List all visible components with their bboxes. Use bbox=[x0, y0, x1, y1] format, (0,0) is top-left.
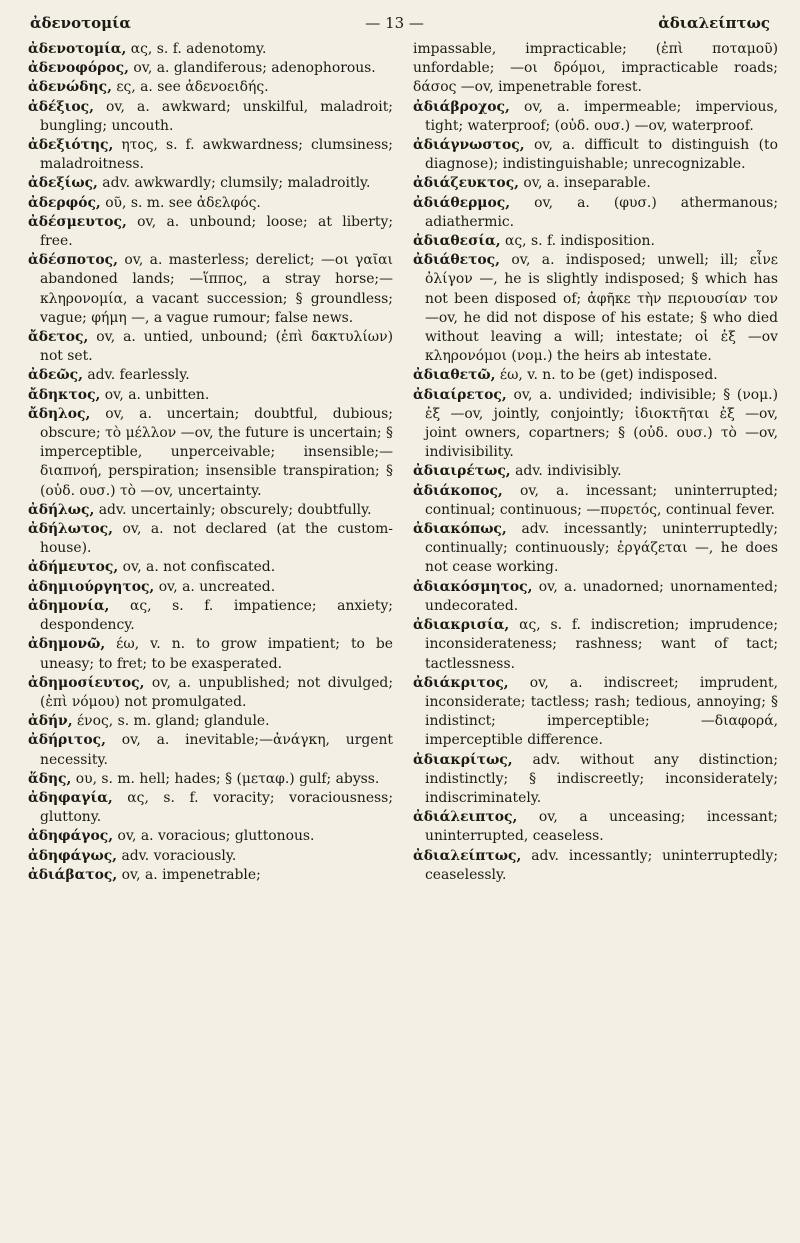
entry-headword: ἀδήριτος, bbox=[28, 732, 106, 749]
entry-headword: ἀδιαιρέτως, bbox=[413, 463, 511, 480]
entry-headword: ἀδέσμευτος, bbox=[28, 213, 127, 230]
entry-definition: ου, s. m. hell; hades; § (μεταφ.) gulf; abyss. bbox=[75, 770, 380, 787]
entry-headword: ἀδεξιότης, bbox=[28, 137, 114, 154]
entry-definition: adv. voraciously. bbox=[121, 847, 237, 864]
entry-headword: ἀδιακόπως, bbox=[413, 521, 507, 538]
entry-headword: ἀδιάλειπτος, bbox=[413, 809, 518, 826]
entry-headword: ἀδιάθετος, bbox=[413, 252, 500, 269]
entry-definition: ov, a. voracious; gluttonous. bbox=[117, 828, 315, 845]
entry-headword: ἀδερφός, bbox=[28, 194, 101, 211]
dictionary-entry bbox=[28, 78, 393, 97]
entry-definition: έω, v. n. to be (get) indisposed. bbox=[499, 367, 718, 384]
dictionary-entry bbox=[28, 712, 393, 731]
entry-definition: ov, a. awkward; unskilful, maladroit; bungling; uncouth. bbox=[40, 98, 393, 134]
dictionary-entry bbox=[413, 578, 778, 616]
dictionary-entry bbox=[413, 174, 778, 193]
entry-headword: ἀδενοτομία, bbox=[28, 41, 127, 57]
dictionary-entry bbox=[413, 232, 778, 251]
dictionary-entry bbox=[28, 174, 393, 193]
entry-headword: ἀδιαθεσία, bbox=[413, 233, 501, 250]
dictionary-entry bbox=[28, 136, 393, 174]
dictionary-entry bbox=[28, 731, 393, 769]
entry-definition: ov, a. unbound; loose; at liberty; free. bbox=[40, 213, 393, 250]
entry-headword: ἀδιακρίτως, bbox=[413, 751, 513, 768]
entry-headword: ἀδημιούργητος, bbox=[28, 578, 155, 595]
entry-headword: ἀδιάκοπος, bbox=[413, 482, 503, 499]
dictionary-entry bbox=[28, 366, 393, 385]
entry-headword: ἀδεξίως, bbox=[28, 175, 98, 192]
dictionary-entry bbox=[28, 520, 393, 558]
dictionary-entry bbox=[28, 501, 393, 520]
dictionary-entry bbox=[28, 827, 393, 846]
dictionary-entry bbox=[28, 98, 393, 136]
entry-headword: ἄδηλος, bbox=[28, 405, 91, 422]
entry-definition: adv. uncertainly; obscurely; doubtfully. bbox=[98, 501, 372, 518]
dictionary-entry bbox=[413, 808, 778, 846]
entry-definition: ov, a. unadorned; unornamented; undecorated. bbox=[425, 578, 778, 614]
entry-headword: ἀδενοφόρος, bbox=[28, 60, 129, 77]
dictionary-entry bbox=[413, 482, 778, 520]
entry-definition: ov, a. uncertain; doubtful, dubious; obscure; τὸ μέλλον —ov, the future is uncertain; § imperceptible, unperceivable; insensible;—διαπνοή, perspiration; insensible transpiration; § (οὐδ. ουσ.) τὸ —ov, uncertainty. bbox=[40, 405, 393, 499]
dictionary-entry bbox=[413, 751, 778, 809]
entry-headword: ἀδιάβατος, bbox=[28, 866, 118, 883]
entry-headword: ἀδημοσίευτος, bbox=[28, 674, 145, 691]
entry-headword: ἀδήλωτος, bbox=[28, 521, 113, 538]
dictionary-entry bbox=[413, 194, 778, 232]
entry-headword: ἀδιαλείπτως, bbox=[413, 847, 522, 864]
dictionary-entry bbox=[28, 558, 393, 577]
entry-definition: ov, a. unpublished; not divulged; (ἐπὶ νόμου) not promulgated. bbox=[40, 674, 393, 710]
entry-headword: ἀδήν, bbox=[28, 713, 73, 730]
dictionary-entry bbox=[413, 462, 778, 481]
dictionary-entry bbox=[28, 213, 393, 251]
entry-headword: ἀδημονῶ, bbox=[28, 636, 106, 653]
entry-definition: ov, a. indisposed; unwell; ill; εἶνε ὀλίγον —, he is slightly indisposed; § which has not been disposed of; ἀφῆκε τὴν περιουσίαν τον —ov, he did not dispose of his estate; § who died without leaving a will; intestate; οἱ ἐξ —ov κληρονόμοι (νομ.) the heirs ab intestate. bbox=[425, 252, 778, 365]
entry-definition: οῦ, s. m. see ἀδελφός. bbox=[105, 194, 261, 211]
entry-definition: ov, a. inseparable. bbox=[523, 175, 651, 192]
entry-definition: ov, a. not confiscated. bbox=[122, 559, 276, 576]
dictionary-entry bbox=[413, 136, 778, 174]
dictionary-entry bbox=[28, 847, 393, 866]
entry-headword: ἀδεῶς, bbox=[28, 367, 83, 384]
entry-definition: ov, a. masterless; derelict; —οι γαῖαι abandoned lands; —ἵππος, a stray horse;—κληρονομία, a vacant succession; § groundless; vague; φήμη —, a vague rumour; false news. bbox=[40, 252, 393, 326]
entry-definition: ov, a. impermeable; impervious, tight; waterproof; (οὐδ. ουσ.) —ov, waterproof. bbox=[425, 98, 778, 134]
dictionary-entry bbox=[28, 251, 393, 328]
entry-headword: ἀδηφάγος, bbox=[28, 828, 114, 845]
dictionary-entry bbox=[28, 59, 393, 78]
entry-headword: ἀδιάκριτος, bbox=[413, 674, 509, 691]
entry-definition: ov, a. (φυσ.) athermanous; adiathermic. bbox=[425, 194, 778, 230]
entry-headword: ἀδήλως, bbox=[28, 501, 95, 518]
entry-definition: ητος, s. f. awkwardness; clumsiness; maladroitness. bbox=[40, 137, 393, 173]
entry-definition: ένος, s. m. gland; glandule. bbox=[76, 713, 270, 730]
entry-definition: ες, a. see ἀδενοειδής. bbox=[116, 79, 269, 96]
entry-headword: ἄδετος, bbox=[28, 329, 89, 346]
entry-headword: ἀδήμευτος, bbox=[28, 559, 119, 576]
header-first-word: ἀδενοτομία bbox=[30, 14, 131, 32]
entry-definition: adv. fearlessly. bbox=[87, 367, 190, 384]
dictionary-entry bbox=[413, 847, 778, 885]
entry-definition: έω, v. n. to grow impatient; to be uneasy; to fret; to be exasperated. bbox=[40, 636, 393, 672]
dictionary-entry bbox=[413, 98, 778, 136]
entry-definition: ας, s. f. impatience; anxiety; despondency. bbox=[40, 597, 393, 634]
dictionary-entry bbox=[28, 674, 393, 712]
entry-headword: ἀδιακόσμητος, bbox=[413, 578, 533, 595]
dictionary-entry bbox=[28, 597, 393, 635]
dictionary-entry bbox=[28, 194, 393, 213]
dictionary-entry bbox=[413, 616, 778, 674]
entry-headword: ἅδης, bbox=[28, 770, 72, 787]
dictionary-entry bbox=[413, 674, 778, 751]
entry-headword: ἀδέξιος, bbox=[28, 98, 94, 115]
entry-headword: ἀδιάβροχος, bbox=[413, 98, 510, 115]
dictionary-entry bbox=[28, 40, 393, 59]
dictionary-entry bbox=[28, 328, 393, 366]
running-header bbox=[30, 10, 770, 36]
dictionary-entry bbox=[28, 635, 393, 673]
entry-headword: ἀδιαθετῶ, bbox=[413, 367, 496, 384]
entry-headword: ἀδιάζευκτος, bbox=[413, 175, 519, 192]
entry-headword: ἀδηφάγως, bbox=[28, 847, 118, 864]
entry-definition: ov, a unceasing; incessant; uninterrupted, ceaseless. bbox=[425, 809, 778, 845]
entry-columns bbox=[28, 40, 778, 1233]
dictionary-entry bbox=[413, 386, 778, 463]
entry-headword: ἀδενώδης, bbox=[28, 79, 112, 96]
entry-definition: adv. incessantly; uninterruptedly; ceaselessly. bbox=[425, 847, 778, 883]
entry-definition: ov, a. inevitable;—ἀνάγκη, urgent necessity. bbox=[40, 732, 393, 768]
dictionary-entry bbox=[413, 366, 778, 385]
header-last-word: ἀδιαλείπτως bbox=[658, 14, 770, 32]
page-number: — 13 — bbox=[365, 14, 424, 32]
entry-definition: ov, a. indiscreet; imprudent, inconsiderate; tactless; rash; tedious, annoying; § indistinct; imperceptible; —διαφορά, imperceptible difference. bbox=[425, 674, 778, 749]
entry-headword: ἀδημονία, bbox=[28, 597, 110, 614]
entry-definition: adv. indivisibly. bbox=[515, 463, 622, 480]
entry-definition: ov, a. undivided; indivisible; § (νομ.) ἐξ —ov, jointly, conjointly; ἰδιοκτῆται ἐξ —ov, joint owners, copartners; § (οὐδ. ουσ.) τὸ —ov, indivisibility. bbox=[425, 386, 778, 461]
entry-headword: ἀδιακρισία, bbox=[413, 617, 510, 634]
dictionary-entry bbox=[28, 789, 393, 827]
dictionary-entry bbox=[28, 405, 393, 501]
entry-headword: ἀδέσποτος, bbox=[28, 252, 118, 269]
entry-definition: ov, a. incessant; uninterrupted; continual; continuous; —πυρετός, continual fever. bbox=[425, 482, 778, 518]
entry-definition: ας, s. f. voracity; voraciousness; gluttony. bbox=[40, 789, 393, 826]
entry-definition: impassable, impracticable; (ἐπὶ ποταμοῦ) unfordable; —οι δρόμοι, impracticable roads; δάσος —ov, impenetrable forest. bbox=[413, 41, 778, 96]
entry-headword: ἀδιαίρετος, bbox=[413, 386, 507, 403]
dictionary-entry bbox=[28, 578, 393, 597]
left-column bbox=[28, 40, 393, 1233]
entry-definition: ov, a. untied, unbound; (ἐπὶ δακτυλίων) not set. bbox=[40, 329, 393, 365]
entry-definition: ov, a. unbitten. bbox=[104, 386, 210, 403]
dictionary-entry bbox=[28, 866, 393, 885]
entry-definition: ov, a. impenetrable; bbox=[121, 866, 261, 883]
entry-definition: ov, a. difficult to distinguish (to diagnose); indistinguishable; unrecognizable. bbox=[425, 137, 778, 173]
right-column bbox=[413, 40, 778, 1233]
entry-definition: ov, a. glandiferous; adenophorous. bbox=[133, 60, 376, 77]
dictionary-entry bbox=[28, 386, 393, 405]
entry-headword: ἀδιάθερμος, bbox=[413, 194, 511, 211]
entry-definition: ov, a. uncreated. bbox=[158, 578, 276, 595]
entry-definition: adv. awkwardly; clumsily; maladroitly. bbox=[102, 175, 371, 192]
entry-definition: ας, s. f. indiscretion; imprudence; inconsiderateness; rashness; want of tact; tactlessness. bbox=[425, 617, 778, 672]
entry-headword: ἀδιάγνωστος, bbox=[413, 137, 525, 154]
entry-definition: ov, a. not declared (at the custom-house). bbox=[40, 521, 393, 557]
entry-headword: ἄδηκτος, bbox=[28, 386, 101, 403]
dictionary-entry bbox=[28, 770, 393, 789]
entry-headword: ἀδηφαγία, bbox=[28, 789, 113, 806]
entry-definition: ας, s. f. indisposition. bbox=[505, 233, 655, 250]
dictionary-entry bbox=[413, 251, 778, 366]
dictionary-entry bbox=[413, 40, 778, 98]
entry-definition: adv. incessantly; uninterruptedly; continually; continuously; ἐργάζεται —, he does not cease working. bbox=[425, 521, 778, 576]
entry-definition: ας, s. f. adenotomy. bbox=[130, 41, 267, 57]
entry-definition: adv. without any distinction; indistinctly; § indiscreetly; inconsiderately; indiscriminately. bbox=[425, 751, 778, 806]
dictionary-entry bbox=[413, 520, 778, 578]
